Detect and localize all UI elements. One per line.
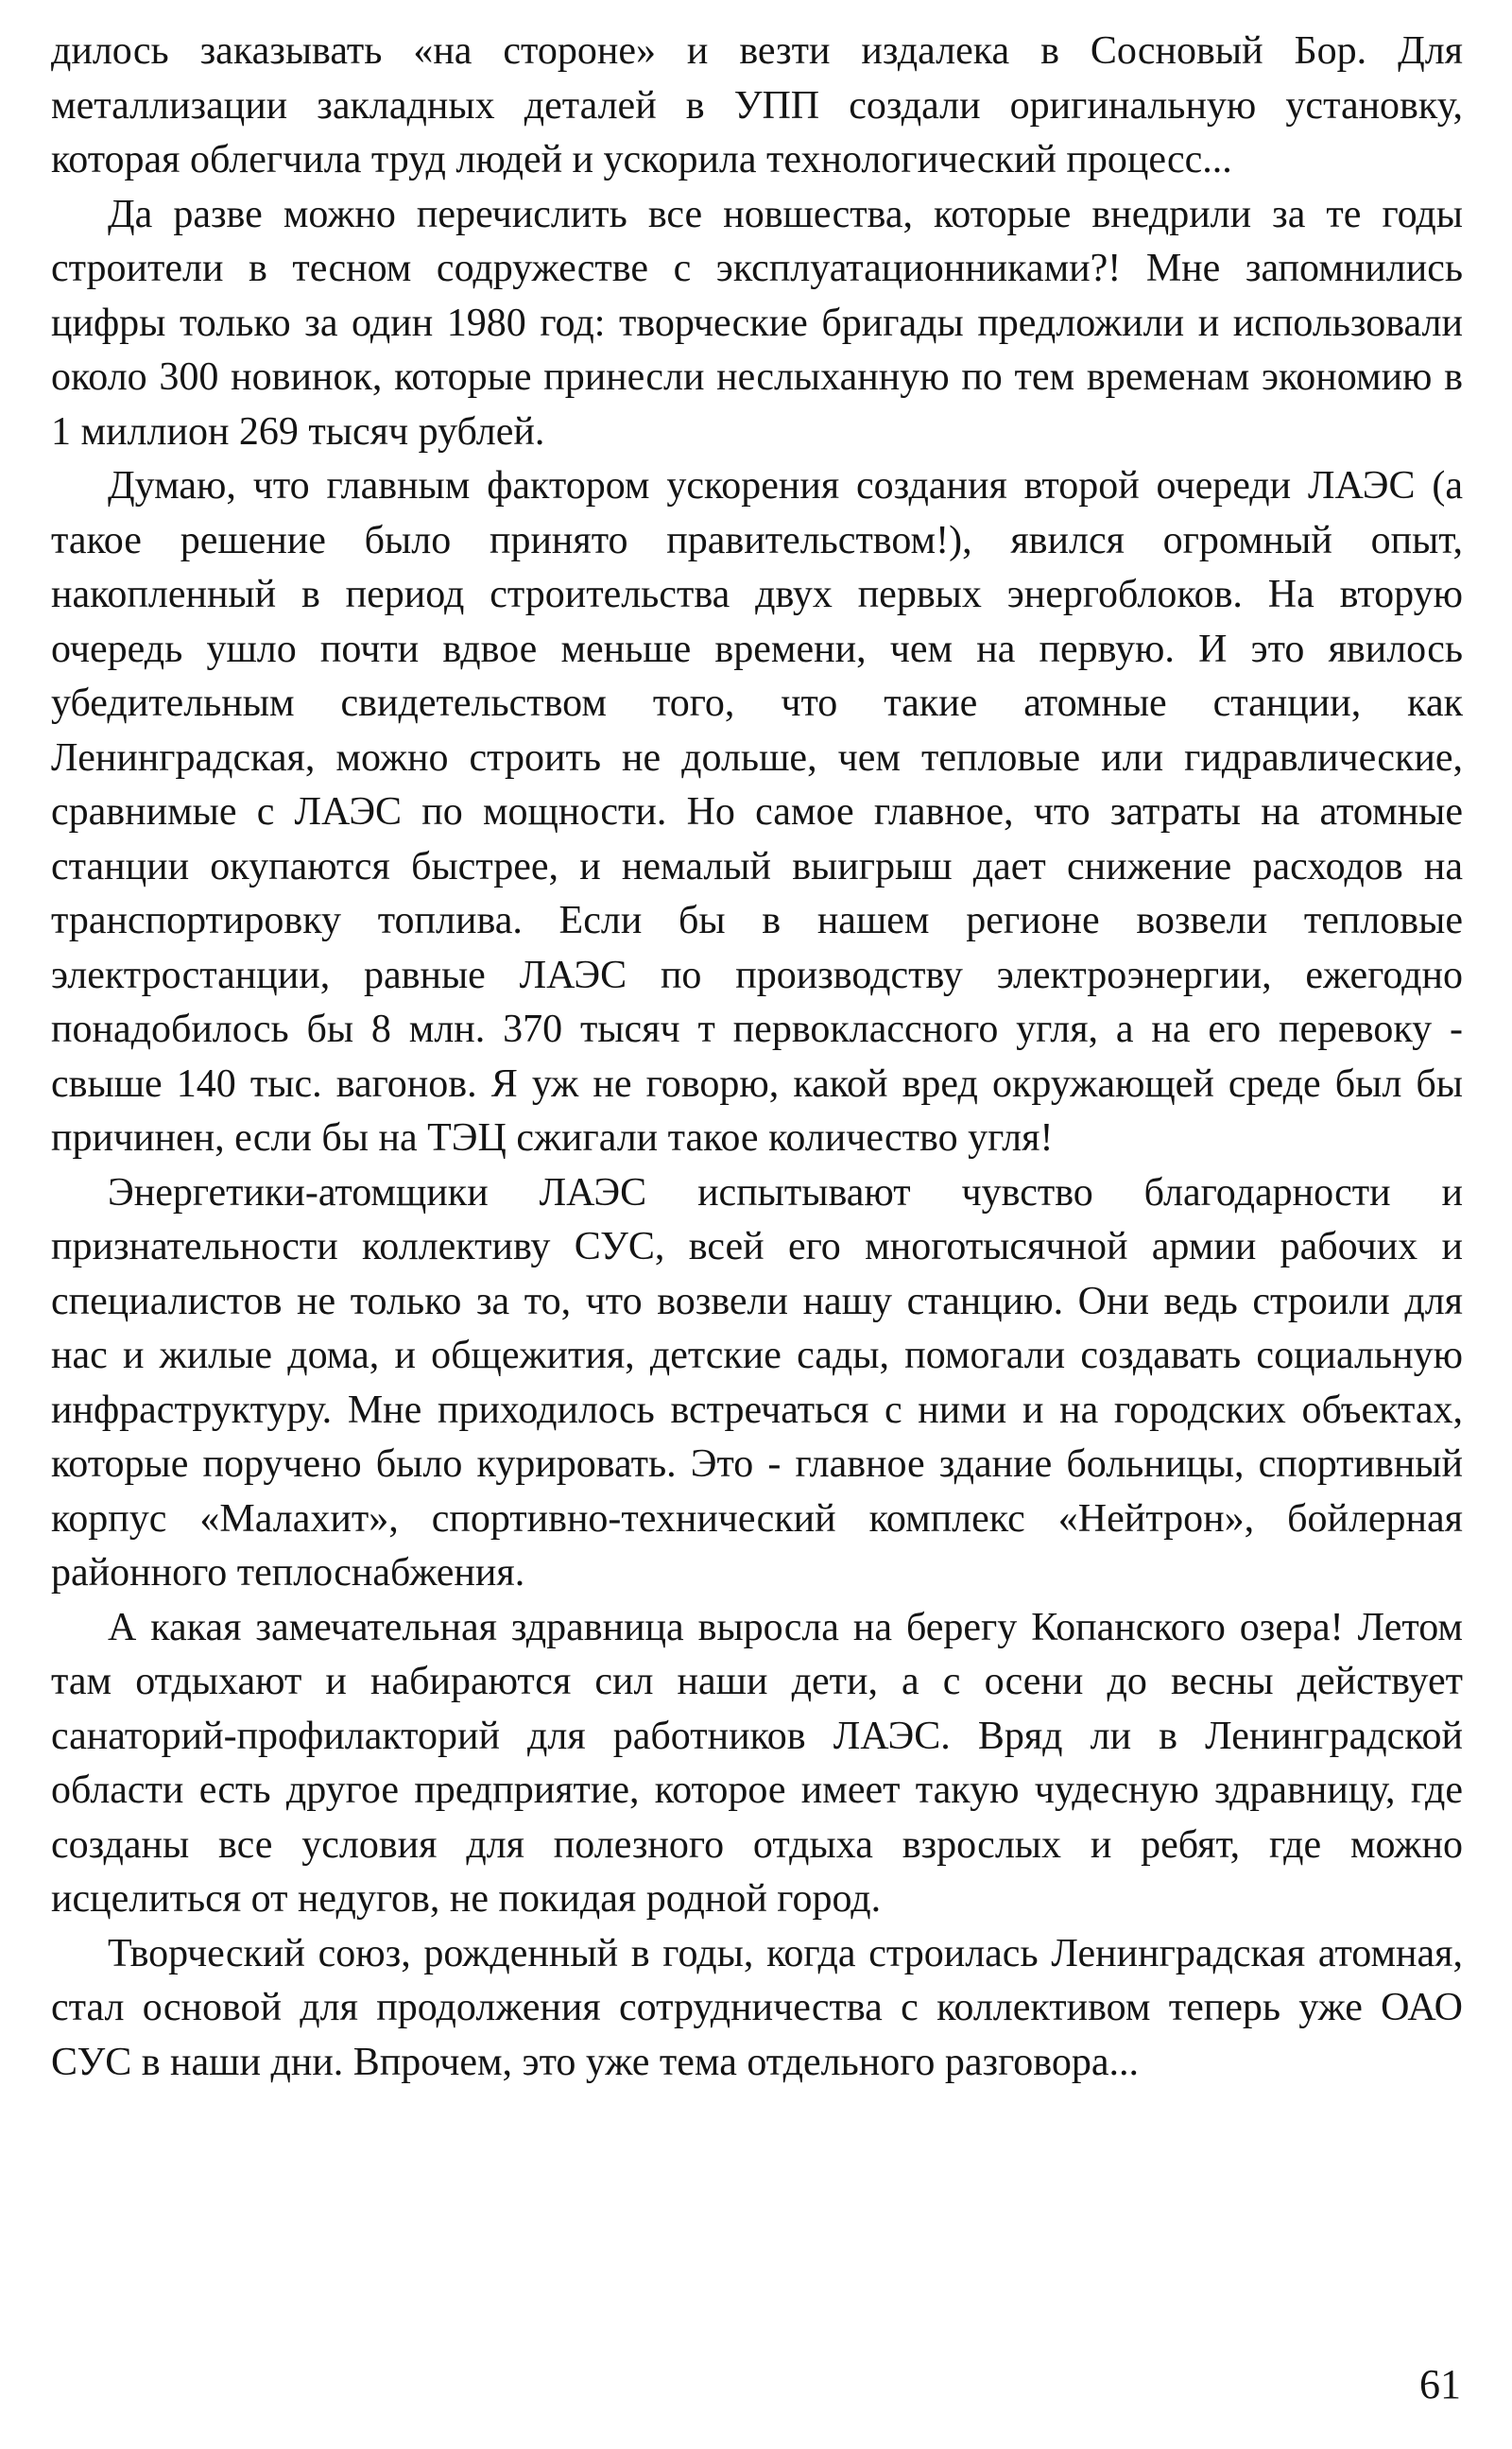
page-number: 61 (1419, 2361, 1461, 2407)
paragraph-3: Думаю, что главным фактором ускорения создания второй очереди ЛАЭС (а такое решение было принято правительством!), явился огромный опыт, накопленный в период строительства двух первых энергоблоков. На вторую очередь ушло почти вдвое меньше времени, чем на первую. И это явилось убедительным свидетельством того, что такие атомные станции, как Ленинградская, можно строить не дольше, чем тепловые или гидравлические, сравнимые с ЛАЭС по мощности. Но самое главное, что затраты на атомные станции окупаются быстрее, и немалый выигрыш дает снижение расходов на транспортировку топлива. Если бы в нашем регионе возвели тепловые электростанции, равные ЛАЭС по производству электроэнергии, ежегодно понадобилось бы 8 млн. 370 тысяч т первоклассного угля, а на его перевоку - свыше 140 тыс. вагонов. Я уж не говорю, какой вред окружающей среде был бы причинен, если бы на ТЭЦ сжигали такое количество угля! (51, 464, 1463, 1160)
paragraph-1: дилось заказывать «на стороне» и везти издалека в Сосновый Бор. Для металлизации закладных деталей в УПП создали оригинальную установку, которая облегчила труд людей и ускорила технологический процесс... (51, 29, 1463, 181)
page-body (51, 25, 1463, 2090)
paragraph-4: Энергетики-атомщики ЛАЭС испытывают чувство благодарности и признательности коллективу СУС, всей его многотысячной армии рабочих и специалистов не только за то, что возвели нашу станцию. Они ведь строили для нас и жилые дома, и общежития, детские сады, помогали создавать социальную инфраструктуру. Мне приходилось встречаться с ними и на городских объектах, которые поручено было курировать. Это - главное здание больницы, спортивный корпус «Малахит», спортивно-технический комплекс «Нейтрон», бойлерная районного теплоснабжения. (51, 1170, 1463, 1595)
paragraph-2: Да разве можно перечислить все новшества, которые внедрили за те годы строители в тесном содружестве с эксплуатационниками?! Мне запомнились цифры только за один 1980 год: творческие бригады предложили и использовали около 300 новинок, которые принесли неслыханную по тем временам экономию в 1 миллион 269 тысяч рублей. (51, 192, 1463, 454)
paragraph-5: А какая замечательная здравница выросла на берегу Копанского озера! Летом там отдыхают и набираются сил наши дети, а с осени до весны действует санаторий-профилакторий для работников ЛАЭС. Вряд ли в Ленинградской области есть другое предприятие, которое имеет такую чудесную здравницу, где созданы все условия для полезного отдыха взрослых и ребят, где можно исцелиться от недугов, не покидая родной город. (51, 1605, 1463, 1921)
paragraph-6: Творческий союз, рожденный в годы, когда строилась Ленинградская атомная, стал основой для продолжения сотрудничества с коллективом теперь уже ОАО СУС в наши дни. Впрочем, это уже тема отдельного разговора... (51, 1931, 1463, 2084)
